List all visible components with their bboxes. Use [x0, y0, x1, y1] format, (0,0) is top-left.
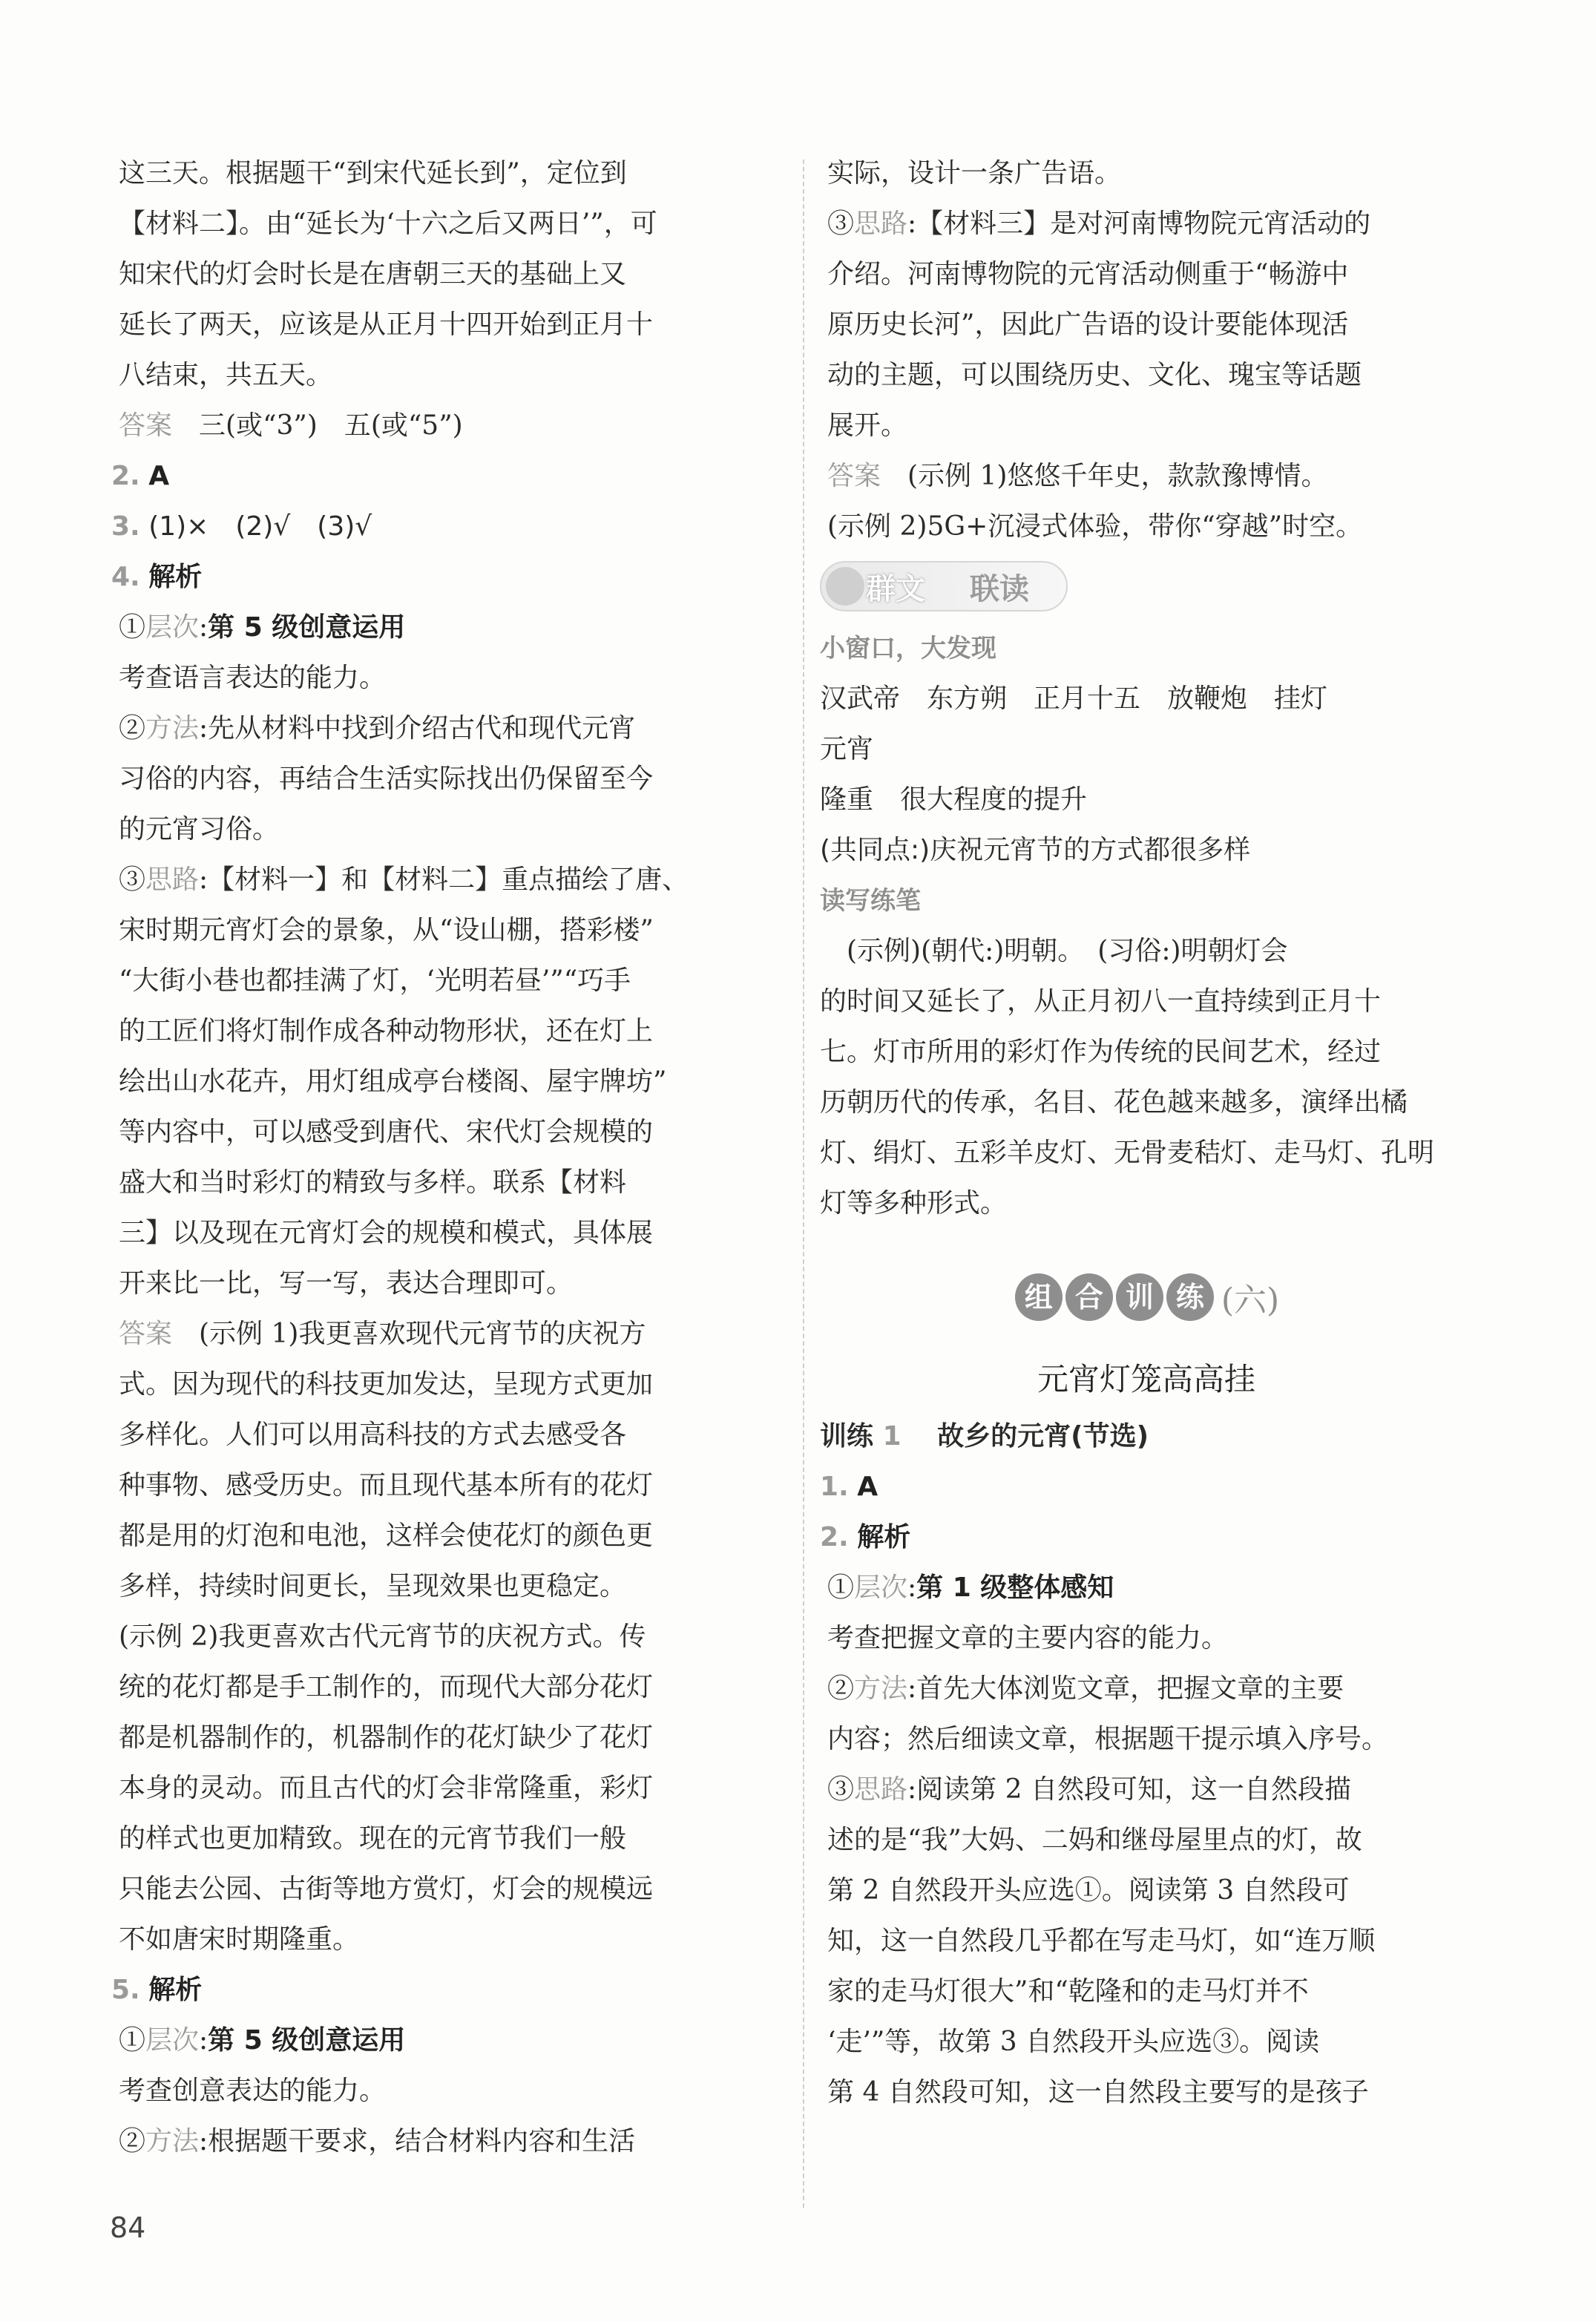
answer-text: (示例 1)悠悠千年史，款款豫博情。 [907, 461, 1328, 491]
text-line: 元宵 [820, 734, 874, 764]
combo-subtitle: 元宵灯笼高高挂 [1037, 1361, 1255, 1397]
text-line: 实际，设计一条广告语。 [827, 158, 1122, 188]
answer-label: 答案 [119, 1319, 173, 1349]
circle-number: ① [827, 1572, 855, 1603]
text-line: 介绍。河南博物院的元宵活动侧重于“畅游中 [827, 259, 1349, 289]
colon: : [907, 1673, 917, 1704]
title-char: 训 [1116, 1273, 1163, 1321]
question-number: 5. [111, 1975, 140, 2005]
level-text: 第 1 级整体感知 [916, 1572, 1114, 1603]
text-line: 盛大和当时彩灯的精致与多样。联系【材料 [119, 1167, 627, 1198]
text-line: (示例 2)我更喜欢古代元宵节的庆祝方式。传 [119, 1621, 646, 1652]
question-number: 3. [111, 511, 140, 542]
idea-label: 思路 [854, 1774, 908, 1805]
colon: : [907, 1572, 917, 1603]
idea-text: 【材料三】是对河南博物院元宵活动的 [916, 209, 1371, 239]
page-number: 84 [110, 2211, 146, 2244]
group-reading-banner [820, 552, 1473, 623]
text-line: 宋时期元宵灯会的景象，从“设山棚，搭彩楼” [119, 915, 654, 945]
question-answer: A [148, 461, 170, 491]
method-text: 首先大体浏览文章，把握文章的主要 [916, 1673, 1344, 1704]
title-char: 合 [1065, 1273, 1113, 1321]
text-line: 的样式也更加精致。现在的元宵节我们一般 [119, 1823, 627, 1854]
text-line: 【材料二】。由“延长为‘十六之后又两日’”，可 [119, 209, 657, 239]
method-text: 先从材料中找到介绍古代和现代元宵 [208, 713, 636, 744]
text-line: 第 4 自然段可知，这一自然段主要写的是孩子 [827, 2077, 1369, 2108]
text-line: 考查语言表达的能力。 [119, 663, 387, 693]
question-2 [820, 1512, 1473, 1563]
section-subheading: 小窗口，大发现 [820, 634, 996, 663]
circle-number: ① [119, 612, 146, 643]
level-label: 层次 [145, 2025, 200, 2056]
circle-number: ③ [119, 865, 146, 895]
text-line: 多样化。人们可以用高科技的方式去感受各 [119, 1420, 627, 1450]
question-answer: (1)× (2)√ (3)√ [148, 511, 372, 542]
text-line: 灯等多种形式。 [820, 1188, 1008, 1219]
level-text: 第 5 级创意运用 [208, 2025, 406, 2056]
text-line: 绘出山水花卉，用灯组成亭台楼阁、屋宇牌坊” [119, 1066, 667, 1097]
idea-line [820, 1765, 1473, 1815]
question-number: 2. [820, 1522, 849, 1552]
training-label: 训练 [820, 1421, 874, 1452]
text-line: (示例)(朝代:)明朝。 (习俗:)明朝灯会 [820, 936, 1288, 966]
question-5 [111, 1965, 794, 2016]
circle-number: ③ [827, 1774, 855, 1805]
colon: : [199, 865, 208, 895]
text-line: 内容；然后细读文章，根据题干提示填入序号。 [827, 1724, 1389, 1754]
idea-label: 思路 [145, 865, 200, 895]
question-3 [111, 502, 794, 552]
text-line: 本身的灵动。而且古代的灯会非常隆重，彩灯 [119, 1773, 654, 1803]
method-text: 根据题干要求，结合材料内容和生活 [208, 2126, 636, 2157]
question-number: 4. [111, 562, 140, 592]
answer-text: 三(或“3”) 五(或“5”) [199, 410, 463, 441]
text-line: 等内容中，可以感受到唐代、宋代灯会规模的 [119, 1117, 654, 1147]
reading-mascot-icon [826, 567, 864, 606]
text-line: 这三天。根据题干“到宋代延长到”，定位到 [119, 158, 627, 188]
circle-number: ② [119, 713, 146, 744]
answer-label: 答案 [119, 410, 173, 441]
colon: : [907, 209, 917, 239]
text-line: 历朝历代的传承，名目、花色越来越多，演绎出橘 [820, 1087, 1408, 1118]
badge-part1: 群文 [866, 572, 925, 606]
question-1 [820, 1462, 1473, 1512]
colon: : [199, 2025, 208, 2056]
answer-label: 答案 [827, 461, 881, 491]
text-line: 考查创意表达的能力。 [119, 2076, 387, 2106]
text-line: 都是机器制作的，机器制作的花灯缺少了花灯 [119, 1722, 654, 1753]
level-text: 第 5 级创意运用 [208, 612, 406, 643]
text-line: (示例 2)5G+沉浸式体验，带你“穿越”时空。 [827, 511, 1363, 542]
analysis-heading: 解析 [857, 1522, 911, 1552]
left-column [111, 148, 794, 2167]
colon: : [199, 713, 208, 744]
method-label: 方法 [145, 2126, 200, 2157]
text-line: 述的是“我”大妈、二妈和继母屋里点的灯，故 [827, 1825, 1362, 1855]
circle-number: ② [827, 1673, 855, 1704]
combo-training-title [820, 1273, 1473, 1348]
text-line: 知宋代的灯会时长是在唐朝三天的基础上又 [119, 259, 627, 289]
level-label: 层次 [854, 1572, 908, 1603]
title-char: 组 [1015, 1273, 1063, 1321]
idea-text: 阅读第 2 自然段可知，这一自然段描 [916, 1774, 1351, 1805]
section-subheading: 读写练笔 [820, 886, 921, 916]
text-line: 展开。 [827, 410, 908, 441]
text-line: 汉武帝 东方朔 正月十五 放鞭炮 挂灯 [820, 683, 1328, 714]
text-line: 式。因为现代的科技更加发达，呈现方式更加 [119, 1369, 654, 1400]
level-label: 层次 [145, 612, 200, 643]
text-line: 七。灯市所用的彩灯作为传统的民间艺术，经过 [820, 1037, 1382, 1067]
text-line: “大街小巷也都挂满了灯，‘光明若昼’”“巧手 [119, 965, 631, 996]
level-line [820, 1563, 1473, 1613]
method-line [111, 2116, 794, 2167]
training-heading [820, 1411, 1473, 1462]
level-line [111, 2016, 794, 2066]
method-line [820, 1664, 1473, 1714]
training-number: 1 [882, 1421, 902, 1452]
text-line: 延长了两天，应该是从正月十四开始到正月十 [119, 309, 654, 340]
text-line: 知，这一自然段几乎都在写走马灯，如“连万顺 [827, 1926, 1376, 1956]
answer-line [111, 401, 794, 451]
title-char: 练 [1166, 1273, 1214, 1321]
text-line: (共同点:)庆祝元宵节的方式都很多样 [820, 835, 1251, 865]
answer-line [111, 1309, 794, 1360]
text-line: 的工匠们将灯制作成各种动物形状，还在灯上 [119, 1016, 654, 1046]
text-line: 的时间又延长了，从正月初八一直持续到正月十 [820, 986, 1382, 1017]
idea-line [820, 199, 1473, 249]
circle-number: ② [119, 2126, 146, 2157]
text-line: 多样，持续时间更长，呈现效果也更稳定。 [119, 1571, 627, 1601]
method-line [111, 704, 794, 754]
circle-number: ① [119, 2025, 146, 2056]
colon: : [199, 612, 208, 643]
answer-line [820, 451, 1473, 502]
question-number: 1. [820, 1472, 849, 1502]
text-line: 的元宵习俗。 [119, 814, 280, 844]
text-line: 隆重 很大程度的提升 [820, 784, 1088, 815]
text-line: 灯、绢灯、五彩羊皮灯、无骨麦秸灯、走马灯、孔明 [820, 1138, 1435, 1168]
level-line [111, 603, 794, 653]
group-reading-badge [820, 561, 1068, 611]
text-line: 种事物、感受历史。而且现代基本所有的花灯 [119, 1470, 654, 1501]
text-line: 不如唐宋时期隆重。 [119, 1924, 360, 1955]
badge-part2: 联读 [970, 572, 1029, 606]
answer-text: (示例 1)我更喜欢现代元宵节的庆祝方 [199, 1319, 646, 1349]
colon: : [907, 1774, 917, 1805]
text-line: 都是用的灯泡和电池，这样会使花灯的颜色更 [119, 1521, 654, 1551]
text-line: 原历史长河”，因此广告语的设计要能体现活 [827, 309, 1349, 340]
text-line: 开来比一比，写一写，表达合理即可。 [119, 1268, 574, 1299]
text-line: 动的主题，可以围绕历史、文化、瑰宝等话题 [827, 360, 1362, 390]
text-line: 家的走马灯很大”和“乾隆和的走马灯并不 [827, 1976, 1309, 2007]
title-number: (六) [1221, 1282, 1280, 1319]
idea-label: 思路 [854, 209, 908, 239]
question-answer: A [857, 1472, 879, 1502]
analysis-heading: 解析 [148, 562, 203, 592]
text-line: 统的花灯都是手工制作的，而现代大部分花灯 [119, 1672, 654, 1702]
right-column [820, 148, 1473, 2118]
text-line: 习俗的内容，再结合生活实际找出仍保留至今 [119, 764, 654, 794]
idea-text: 【材料一】和【材料二】重点描绘了唐、 [208, 865, 689, 895]
analysis-heading: 解析 [148, 1975, 203, 2005]
training-title: 故乡的元宵(节选) [937, 1421, 1149, 1452]
question-number: 2. [111, 461, 140, 491]
question-4 [111, 552, 794, 603]
question-2 [111, 451, 794, 502]
text-line: 第 2 自然段开头应选①。阅读第 3 自然段可 [827, 1875, 1350, 1906]
text-line: ‘走’”等，故第 3 自然段开头应选③。阅读 [827, 2027, 1320, 2057]
circle-number: ③ [827, 209, 855, 239]
text-line: 只能去公园、古街等地方赏灯，灯会的规模远 [119, 1874, 654, 1904]
idea-line [111, 855, 794, 905]
text-line: 考查把握文章的主要内容的能力。 [827, 1623, 1229, 1653]
text-line: 八结束，共五天。 [119, 360, 333, 390]
method-label: 方法 [854, 1673, 908, 1704]
colon: : [199, 2126, 208, 2157]
column-divider [803, 160, 804, 2208]
text-line: 三】以及现在元宵灯会的规模和模式，具体展 [119, 1218, 654, 1248]
method-label: 方法 [145, 713, 200, 744]
